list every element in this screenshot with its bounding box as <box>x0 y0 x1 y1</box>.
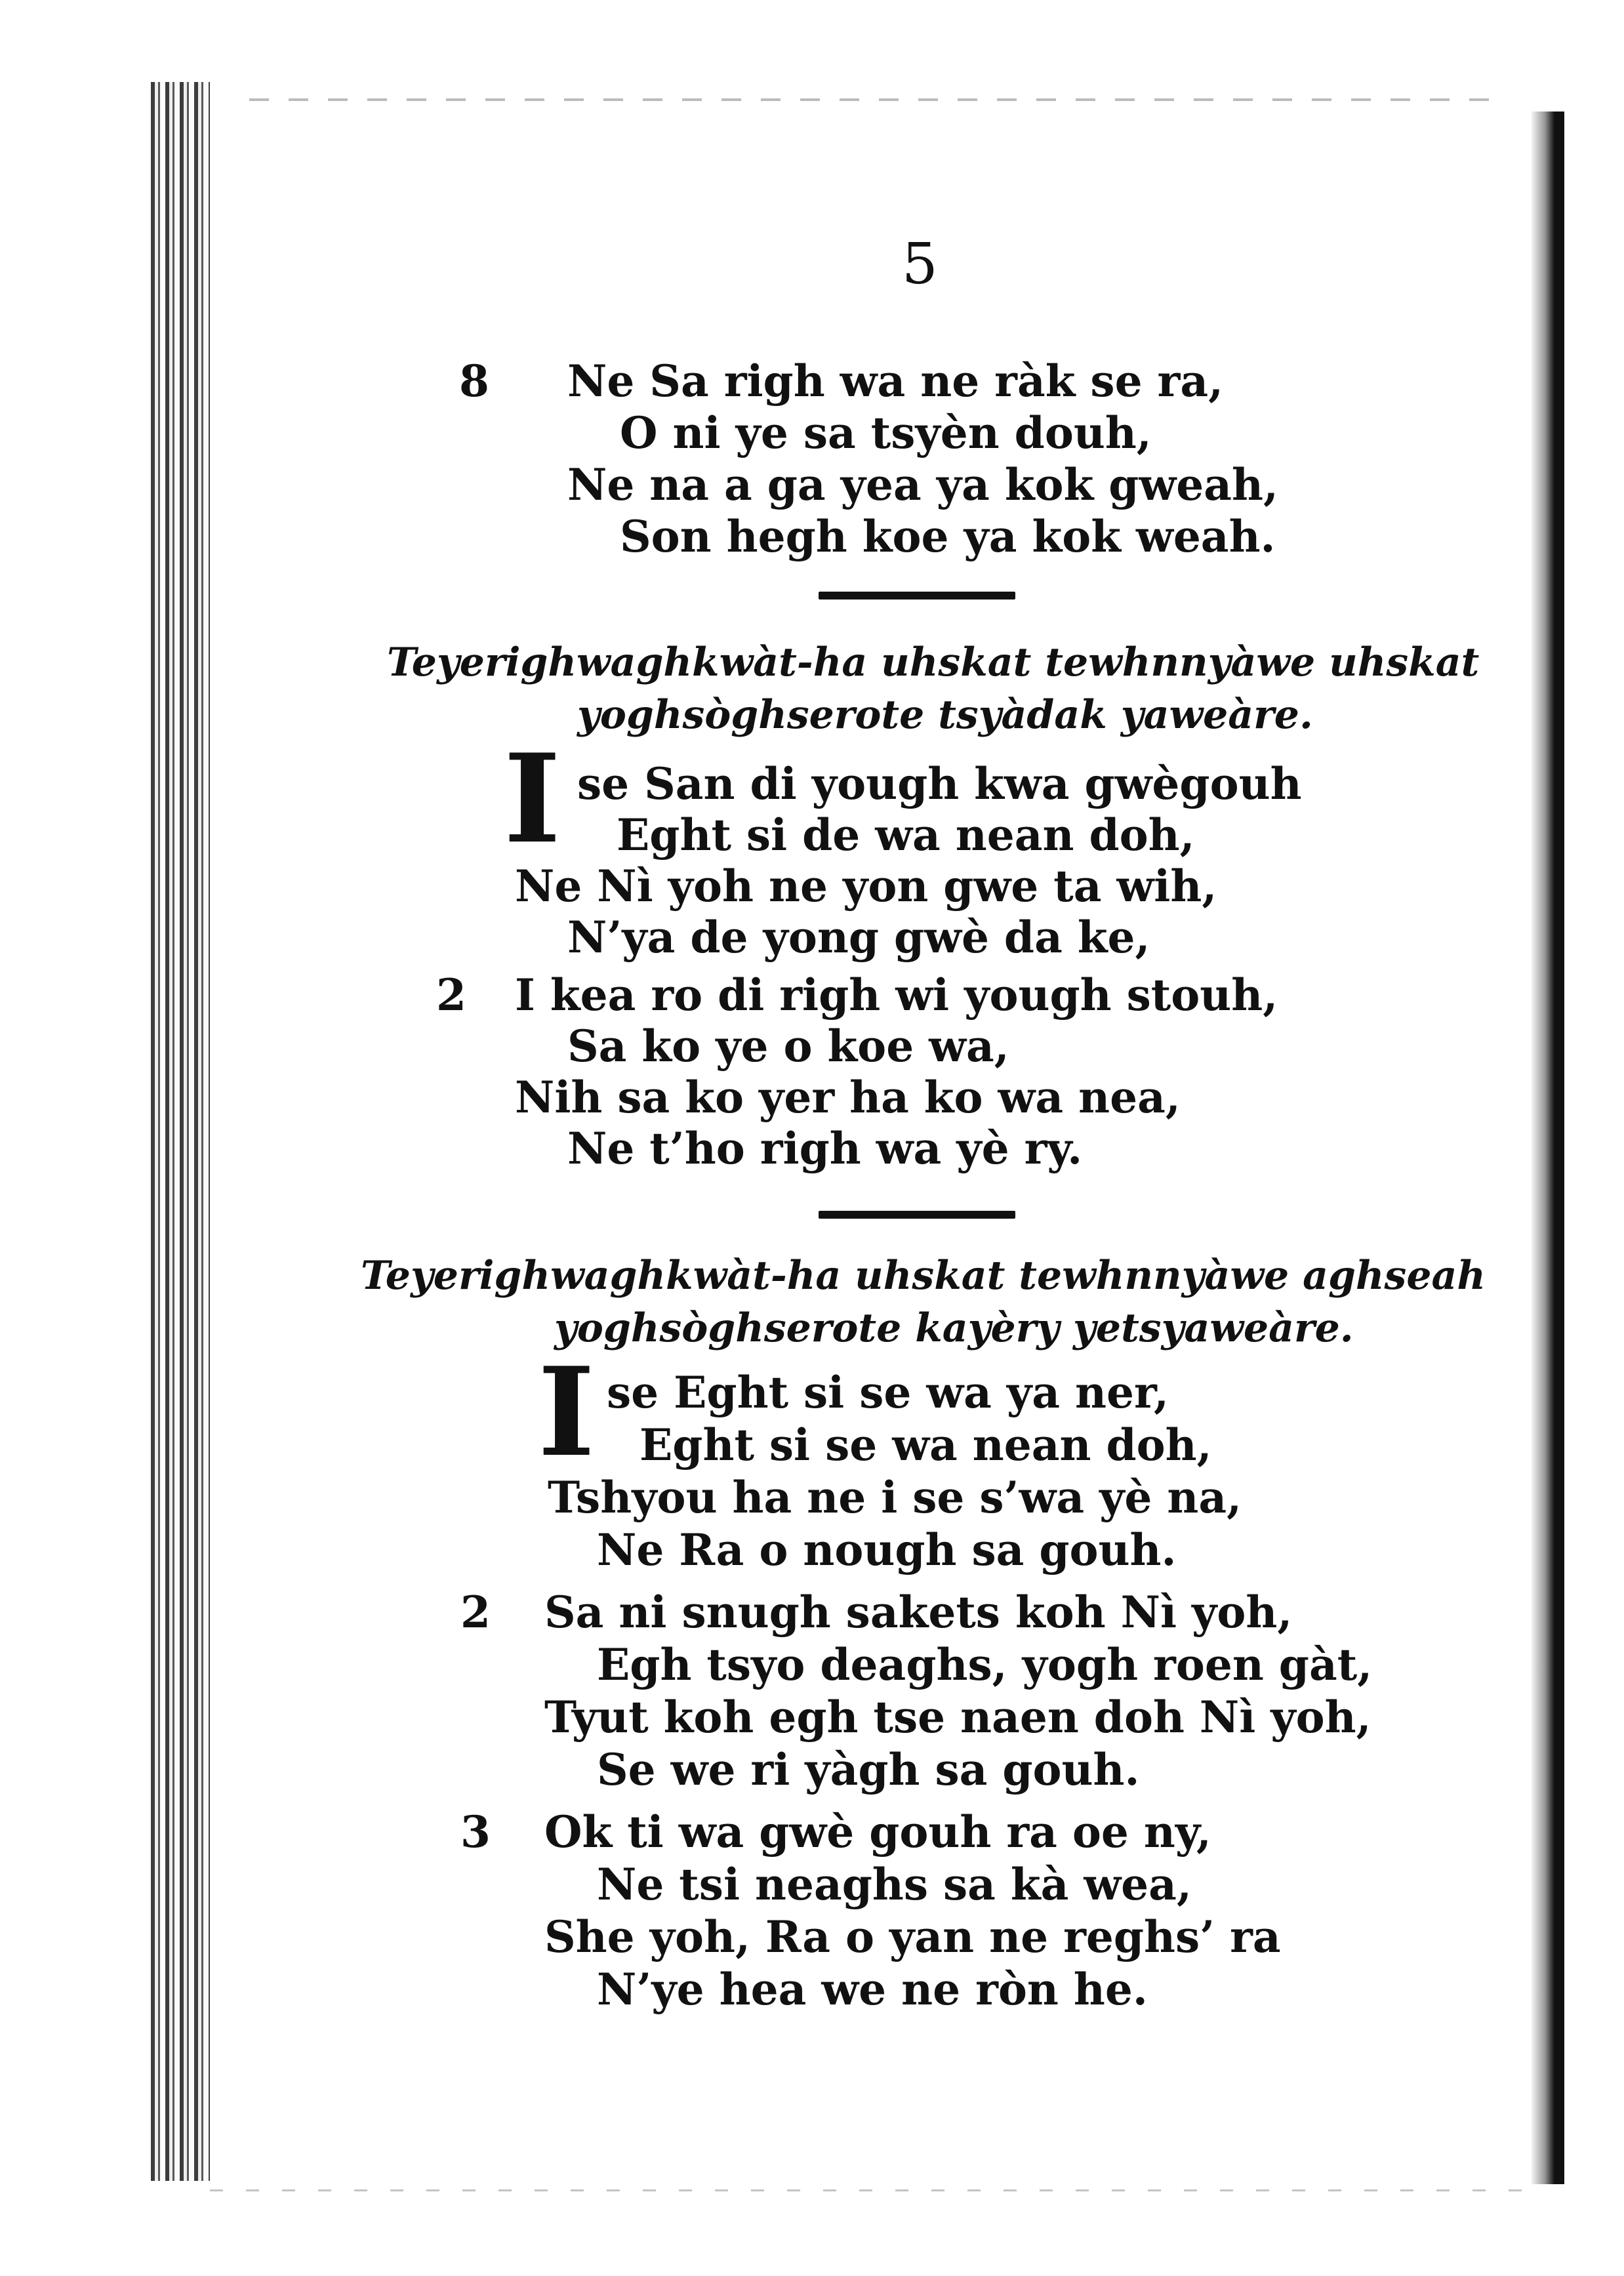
hymn-heading-continued: yoghsòghserote kayèry yetsyaweàre. <box>554 1305 1354 1351</box>
verse-line: se San di yough kwa gwègouh <box>577 758 1302 809</box>
book-binding-edge <box>151 82 210 2181</box>
verse-number: 2 <box>436 969 466 1021</box>
verse-line: I kea ro di righ wi yough stouh, <box>515 969 1278 1021</box>
drop-cap: I <box>504 727 561 870</box>
verse-number: 8 <box>459 356 489 407</box>
verse-line: Ne Ra o nough sa gouh. <box>597 1524 1177 1575</box>
hymn-heading: Teyerighwaghkwàt-ha uhskat tewhnnyàwe aghseah <box>361 1253 1486 1299</box>
verse-line: Tshyou ha ne i se s’wa yè na, <box>548 1472 1242 1523</box>
verse-line: Ne tsi neaghs sa kà wea, <box>597 1859 1192 1910</box>
verse-line: Egh tsyo deaghs, yogh roen gàt, <box>597 1639 1373 1690</box>
page-number: 5 <box>902 232 938 297</box>
verse-number: 3 <box>460 1806 491 1858</box>
verse-line: Sa ni snugh sakets koh Nì yoh, <box>544 1587 1293 1638</box>
verse-line: Ne Nì yoh ne yon gwe ta wih, <box>515 861 1217 912</box>
verse-line: O ni ye sa tsyèn douh, <box>620 407 1152 458</box>
verse-line: She yoh, Ra o yan ne reghs’ ra <box>544 1911 1281 1962</box>
verse-line: Son hegh koe ya kok weah. <box>620 511 1276 562</box>
verse-line: Tyut koh egh tse naen doh Nì yoh, <box>544 1692 1371 1743</box>
verse-line: Ok ti wa gwè gouh ra oe ny, <box>544 1806 1211 1858</box>
section-divider <box>819 1211 1015 1219</box>
verse-number: 2 <box>460 1587 491 1638</box>
verse-line: Ne Sa righ wa ne ràk se ra, <box>567 356 1224 407</box>
verse-line: se Eght si se wa ya ner, <box>607 1367 1169 1418</box>
hymn-heading: Teyerighwaghkwàt-ha uhskat tewhnnyàwe uhskat <box>387 640 1480 685</box>
verse-line: Sa ko ye o koe wa, <box>567 1021 1009 1072</box>
verse-line: Se we ri yàgh sa gouh. <box>597 1744 1140 1795</box>
verse-line: Ne na a ga yea ya kok gweah, <box>567 459 1278 510</box>
top-edge-marks <box>249 98 1495 101</box>
page-shadow-edge <box>1532 112 1564 2184</box>
bottom-edge-marks <box>210 2189 1535 2191</box>
section-divider <box>819 592 1015 599</box>
verse-line: Ne t’ho righ wa yè ry. <box>567 1123 1083 1174</box>
drop-cap: I <box>538 1340 596 1484</box>
verse-line: N’ye hea we ne ròn he. <box>597 1964 1148 2015</box>
verse-line: Eght si se wa nean doh, <box>639 1419 1212 1471</box>
verse-line: Eght si de wa nean doh, <box>617 809 1195 861</box>
verse-line: N’ya de yong gwè da ke, <box>567 912 1150 963</box>
verse-line: Nih sa ko yer ha ko wa nea, <box>515 1072 1181 1123</box>
hymn-heading-continued: yoghsòghserote tsyàdak yaweàre. <box>577 692 1313 738</box>
